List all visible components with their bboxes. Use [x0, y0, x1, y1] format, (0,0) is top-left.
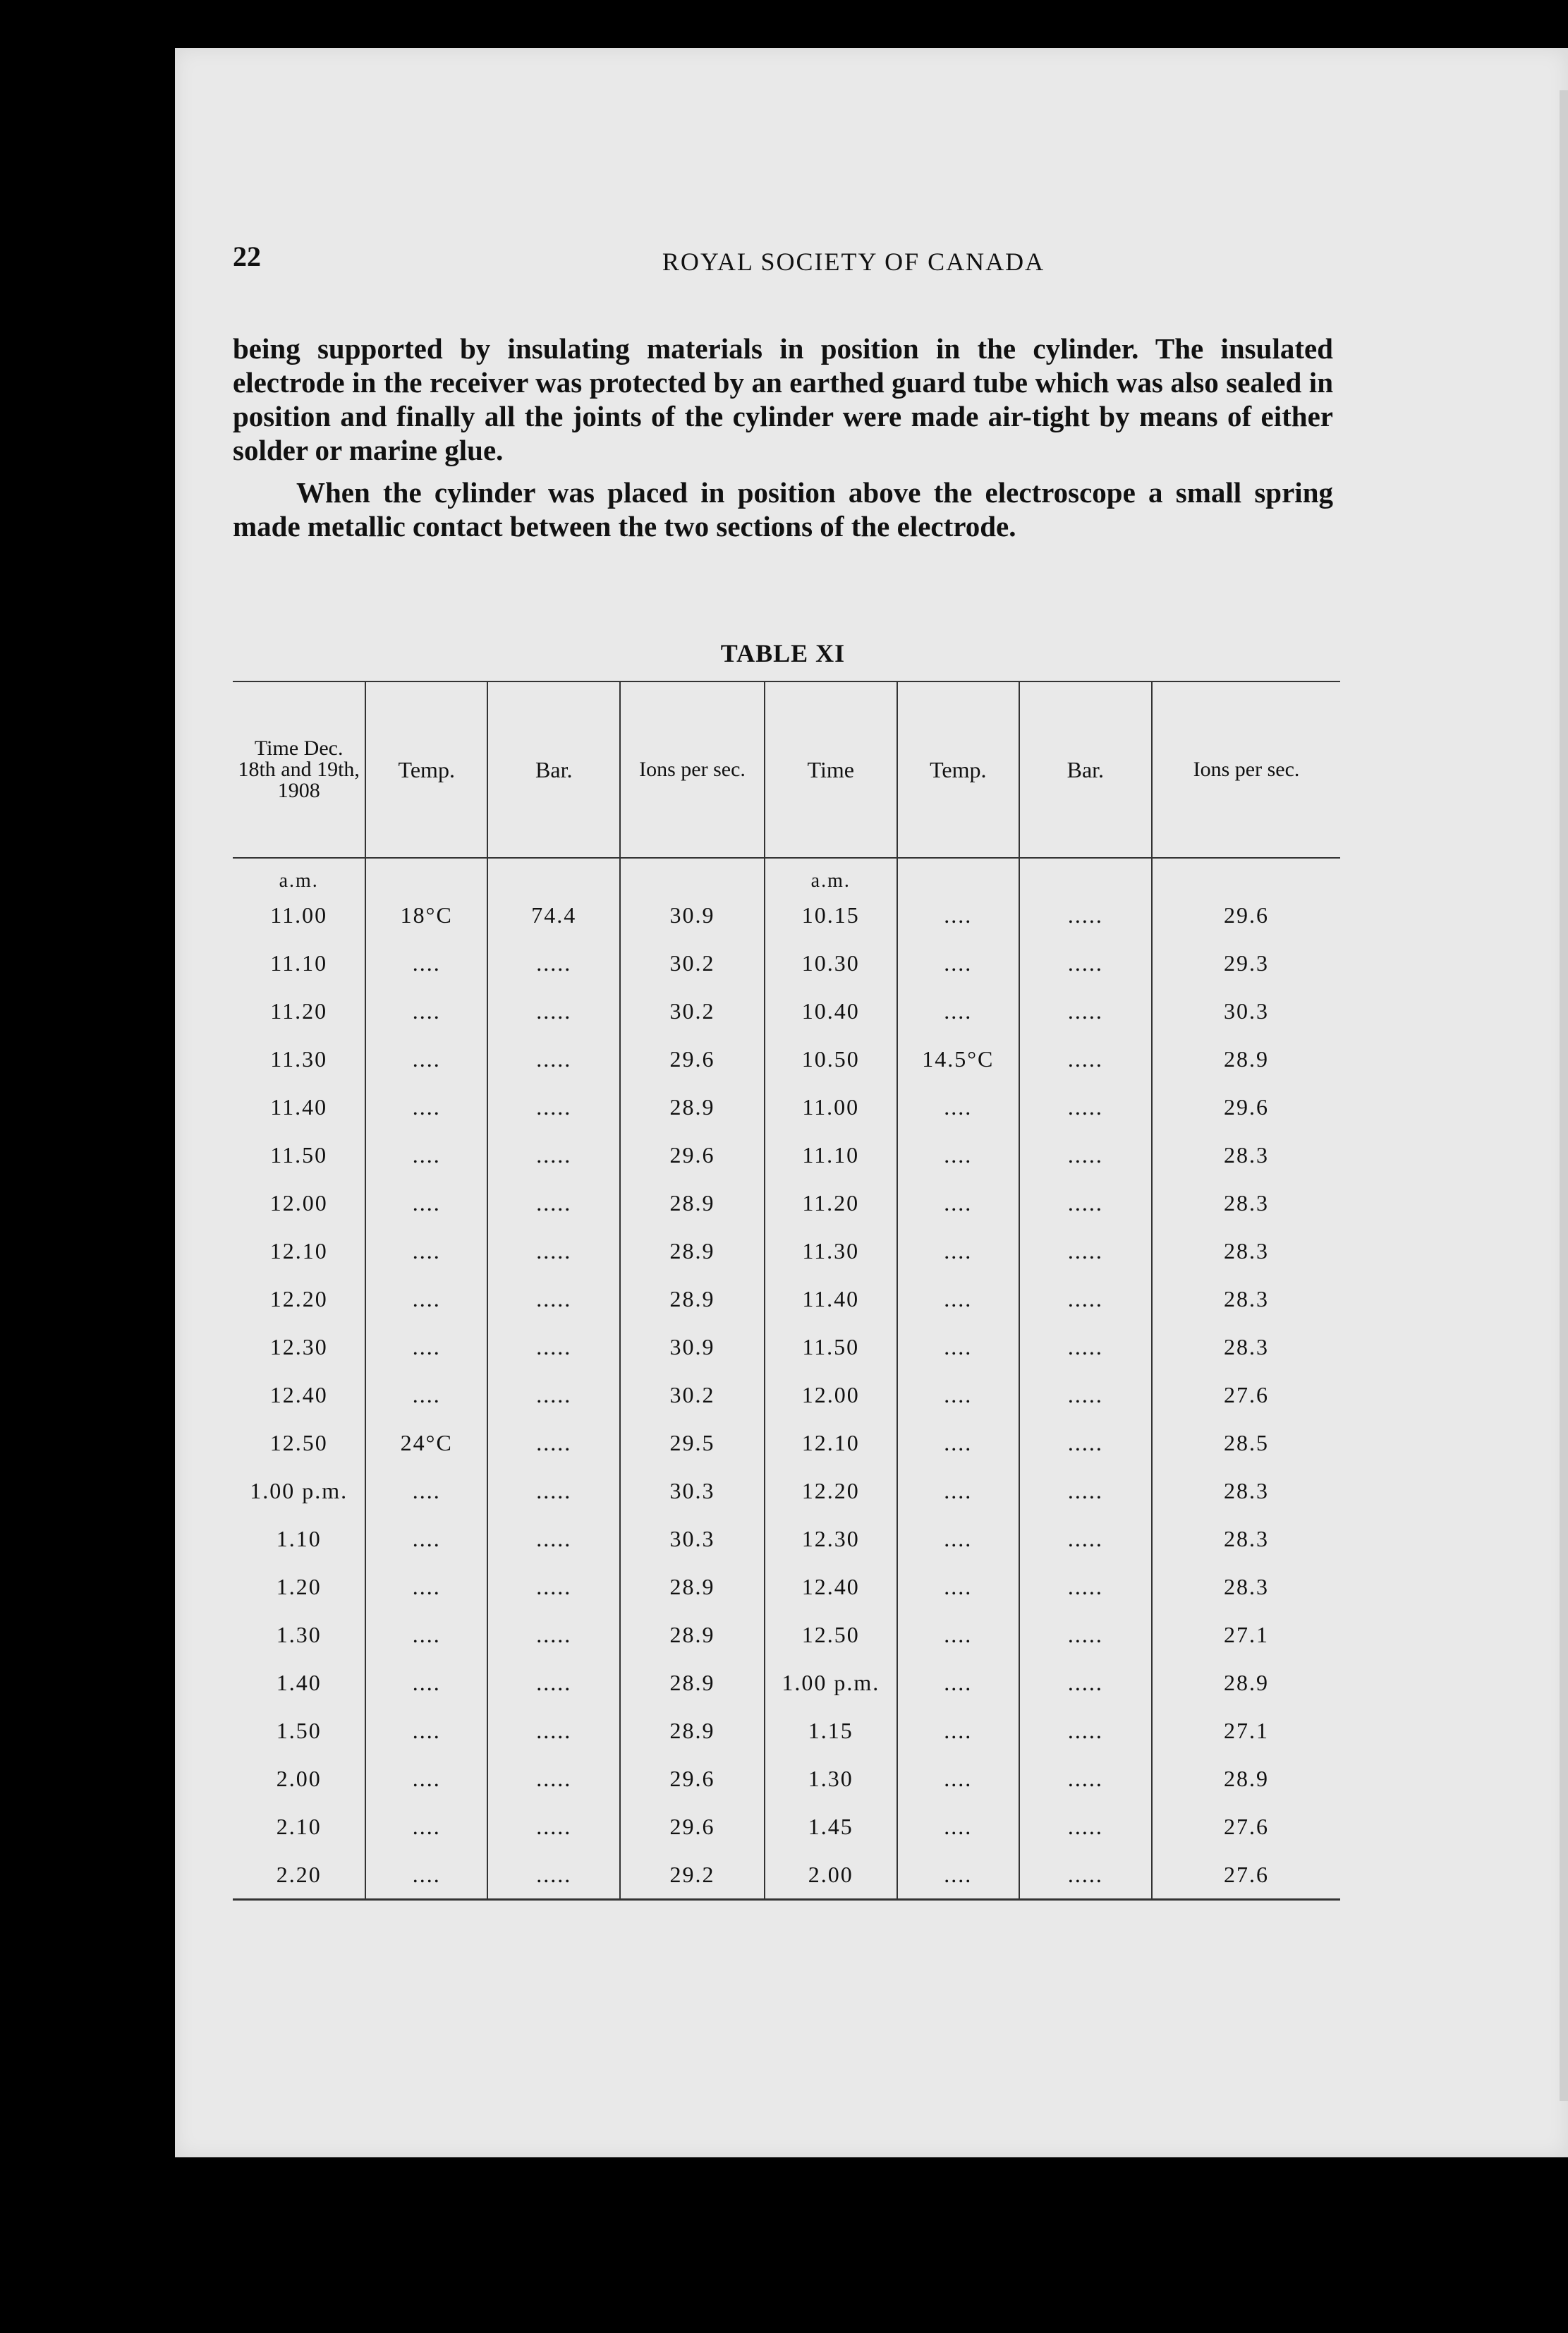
table-row — [233, 1707, 1340, 1755]
header-bar-left: Bar. — [487, 681, 620, 858]
cell-temp-right: .... — [897, 891, 1019, 939]
cell-time-right: 12.10 — [765, 1419, 897, 1467]
cell-bar-right: ..... — [1019, 939, 1152, 987]
cell-ions-right: 30.3 — [1224, 998, 1270, 1024]
cell-bar-right: ..... — [1019, 1419, 1152, 1467]
table-row — [233, 1659, 1340, 1707]
cell-bar-left: ..... — [487, 1659, 620, 1707]
cell-time-right: 12.00 — [765, 1371, 897, 1419]
cell-temp-left: .... — [365, 1323, 487, 1371]
cell-temp-left: .... — [365, 939, 487, 987]
cell-bar-left: ..... — [487, 1035, 620, 1083]
cell-time-right: 1.15 — [765, 1707, 897, 1755]
cell-bar-left: ..... — [487, 1371, 620, 1419]
cell-temp-right: 14.5°C — [897, 1035, 1019, 1083]
cell-bar-right: ..... — [1019, 1083, 1152, 1131]
cell-time-right: 11.30 — [765, 1227, 897, 1275]
cell-temp-left: .... — [365, 1563, 487, 1611]
cell-ions-left: 30.2 — [620, 1371, 764, 1419]
cell-ions-left: 30.2 — [620, 939, 764, 987]
cell-bar-left: ..... — [487, 1707, 620, 1755]
cell-ions-left: 28.9 — [620, 1707, 764, 1755]
cell-temp-right: .... — [897, 1515, 1019, 1563]
cell-time-left: 12.10 — [233, 1227, 365, 1275]
cell-temp-left: 18°C — [365, 891, 487, 939]
cell-temp-right: .... — [897, 1179, 1019, 1227]
cell-ions-left: 29.5 — [620, 1419, 764, 1467]
cell-time-right: 12.20 — [765, 1467, 897, 1515]
cell-temp-right: .... — [897, 1850, 1019, 1900]
cell-time-right: 10.50 — [765, 1035, 897, 1083]
cell-time-left: 11.30 — [233, 1035, 365, 1083]
cell-bar-left: ..... — [487, 1802, 620, 1850]
table-body — [233, 858, 1340, 1900]
cell-temp-right: .... — [897, 1467, 1019, 1515]
cell-temp-left: .... — [365, 1755, 487, 1802]
cell-temp-left: .... — [365, 1227, 487, 1275]
cell-bar-right: ..... — [1019, 1035, 1152, 1083]
cell-temp-left: .... — [365, 1275, 487, 1323]
cell-bar-right: ..... — [1019, 1802, 1152, 1850]
cell-temp-left: .... — [365, 1371, 487, 1419]
cell-time-left: 11.20 — [233, 987, 365, 1035]
cell-time-left: 2.00 — [233, 1755, 365, 1802]
cell-ions-right: 27.6 — [1224, 1813, 1270, 1839]
cell-time-right: 12.50 — [765, 1611, 897, 1659]
cell-temp-right: .... — [897, 1659, 1019, 1707]
cell-bar-right: ..... — [1019, 1275, 1152, 1323]
cell-time-left: 12.20 — [233, 1275, 365, 1323]
cell-time-left: 1.20 — [233, 1563, 365, 1611]
cell-temp-right: .... — [897, 1755, 1019, 1802]
cell-time-right: 1.30 — [765, 1755, 897, 1802]
cell-ions-left: 28.9 — [620, 1275, 764, 1323]
running-head: ROYAL SOCIETY OF CANADA — [662, 248, 1045, 276]
cell-temp-left: .... — [365, 987, 487, 1035]
cell-ions-left: 30.3 — [620, 1515, 764, 1563]
page-number: 22 — [233, 241, 261, 272]
table-row — [233, 1419, 1340, 1467]
table-row — [233, 1755, 1340, 1802]
cell-temp-left: .... — [365, 1802, 487, 1850]
cell-time-right: 11.40 — [765, 1275, 897, 1323]
table-row — [233, 1515, 1340, 1563]
cell-bar-right: ..... — [1019, 1659, 1152, 1707]
table-row — [233, 1563, 1340, 1611]
page-edge — [1560, 90, 1568, 2101]
cell-bar-left: ..... — [487, 987, 620, 1035]
cell-ions-left: 29.6 — [620, 1131, 764, 1179]
cell-bar-right: ..... — [1019, 1179, 1152, 1227]
cell-time-left: 12.00 — [233, 1179, 365, 1227]
cell-bar-right: ..... — [1019, 1467, 1152, 1515]
cell-ions-right: 28.3 — [1224, 1525, 1270, 1551]
cell-bar-left: ..... — [487, 1323, 620, 1371]
cell-time-left: 12.30 — [233, 1323, 365, 1371]
cell-ions-left: 30.9 — [620, 891, 764, 939]
cell-bar-left: ..... — [487, 1755, 620, 1802]
ampm-row — [233, 858, 1340, 891]
cell-ions-right: 28.9 — [1224, 1669, 1270, 1695]
cell-bar-left: ..... — [487, 939, 620, 987]
cell-temp-right: .... — [897, 1275, 1019, 1323]
table-container — [233, 681, 1340, 1944]
header-ions-left: Ions per sec. — [620, 681, 764, 858]
cell-ions-right: 29.3 — [1224, 950, 1270, 976]
paragraph-2: When the cylinder was placed in position above the electroscope a small spring made metallic contact between the two sections of the electrode. — [233, 476, 1333, 543]
table-row — [233, 1323, 1340, 1371]
cell-temp-left: .... — [365, 1515, 487, 1563]
table-row — [233, 1275, 1340, 1323]
body-text — [233, 332, 1333, 552]
cell-ions-right: 28.9 — [1224, 1046, 1270, 1072]
cell-time-right: 11.10 — [765, 1131, 897, 1179]
cell-ions-right: 27.6 — [1152, 1850, 1340, 1900]
cell-bar-left: ..... — [487, 1227, 620, 1275]
cell-temp-right: .... — [897, 1131, 1019, 1179]
paragraph-1: being supported by insulating materials in position in the cylinder. The insulated electrode in the receiver was protected by an earthed guard tube which was also sealed in position and finally all the joints of the cylinder were made air-tight by means of either solder or marine glue. — [233, 332, 1333, 466]
header-temp-left: Temp. — [365, 681, 487, 858]
cell-ions-left: 29.6 — [620, 1755, 764, 1802]
cell-temp-right: .... — [897, 1802, 1019, 1850]
cell-bar-left: ..... — [487, 1275, 620, 1323]
cell-ions-left: 30.2 — [620, 987, 764, 1035]
cell-time-right: 12.40 — [765, 1563, 897, 1611]
cell-ions-right: 28.3 — [1224, 1477, 1270, 1503]
cell-ions-right: 28.5 — [1224, 1429, 1270, 1455]
cell-ions-left: 28.9 — [620, 1227, 764, 1275]
table-row — [233, 1611, 1340, 1659]
table-row — [233, 1467, 1340, 1515]
cell-temp-left: .... — [365, 1611, 487, 1659]
cell-time-left: 11.40 — [233, 1083, 365, 1131]
cell-ions-right: 28.3 — [1224, 1189, 1270, 1216]
cell-temp-right: .... — [897, 1419, 1019, 1467]
cell-bar-left: ..... — [487, 1611, 620, 1659]
cell-temp-left: .... — [365, 1850, 487, 1900]
cell-time-left: 11.00 — [233, 891, 365, 939]
cell-time-left: 12.50 — [233, 1419, 365, 1467]
table-row — [233, 891, 1340, 939]
cell-bar-right: ..... — [1019, 1323, 1152, 1371]
cell-temp-left: .... — [365, 1707, 487, 1755]
cell-bar-left: ..... — [487, 1131, 620, 1179]
cell-ions-right: 28.3 — [1224, 1285, 1270, 1311]
cell-bar-left: ..... — [487, 1419, 620, 1467]
cell-bar-right: ..... — [1019, 1707, 1152, 1755]
table-row — [233, 1850, 1340, 1900]
cell-time-left: 2.20 — [233, 1850, 365, 1900]
cell-ions-right: 28.3 — [1224, 1333, 1270, 1359]
cell-bar-left: ..... — [487, 1467, 620, 1515]
cell-ions-right: 28.3 — [1224, 1141, 1270, 1168]
cell-time-right: 10.15 — [765, 891, 897, 939]
cell-ions-left: 28.9 — [620, 1563, 764, 1611]
cell-time-right: 1.00 p.m. — [765, 1659, 897, 1707]
cell-temp-right: .... — [897, 1707, 1019, 1755]
page-header — [233, 240, 1333, 282]
cell-temp-right: .... — [897, 1563, 1019, 1611]
cell-time-left: 12.40 — [233, 1371, 365, 1419]
cell-ions-right: 28.9 — [1224, 1765, 1270, 1791]
cell-temp-right: .... — [897, 1371, 1019, 1419]
cell-bar-left: ..... — [487, 1083, 620, 1131]
cell-ions-left: 29.6 — [620, 1802, 764, 1850]
cell-bar-right: ..... — [1019, 1371, 1152, 1419]
cell-time-right: 1.45 — [765, 1802, 897, 1850]
cell-ions-right: 29.6 — [1224, 902, 1270, 928]
cell-ions-left: 29.2 — [620, 1850, 764, 1900]
cell-ions-left: 29.6 — [620, 1035, 764, 1083]
cell-ions-left: 30.9 — [620, 1323, 764, 1371]
cell-temp-left: .... — [365, 1179, 487, 1227]
table-row — [233, 987, 1340, 1035]
cell-time-left: 1.40 — [233, 1659, 365, 1707]
ampm-left: a.m. — [233, 858, 365, 891]
header-temp-right: Temp. — [897, 681, 1019, 858]
cell-time-left: 1.10 — [233, 1515, 365, 1563]
cell-time-right: 2.00 — [765, 1850, 897, 1900]
cell-ions-right: 27.1 — [1224, 1621, 1270, 1647]
table-row — [233, 1802, 1340, 1850]
cell-temp-right: .... — [897, 1323, 1019, 1371]
cell-temp-left: .... — [365, 1083, 487, 1131]
cell-bar-right: ..... — [1019, 1227, 1152, 1275]
cell-ions-left: 28.9 — [620, 1659, 764, 1707]
cell-ions-right: 29.6 — [1224, 1093, 1270, 1120]
cell-time-left: 11.50 — [233, 1131, 365, 1179]
cell-bar-left: ..... — [487, 1563, 620, 1611]
cell-bar-left: ..... — [487, 1515, 620, 1563]
cell-ions-left: 28.9 — [620, 1179, 764, 1227]
header-ions-right: Ions per sec. — [1152, 681, 1340, 858]
cell-time-left: 1.00 p.m. — [233, 1467, 365, 1515]
table-header — [233, 681, 1340, 858]
data-table — [233, 681, 1340, 1901]
cell-bar-right: ..... — [1019, 1563, 1152, 1611]
cell-temp-right: .... — [897, 939, 1019, 987]
cell-time-right: 12.30 — [765, 1515, 897, 1563]
table-row — [233, 1131, 1340, 1179]
cell-time-left: 1.50 — [233, 1707, 365, 1755]
cell-time-left: 11.10 — [233, 939, 365, 987]
cell-temp-left: .... — [365, 1659, 487, 1707]
cell-bar-right: ..... — [1019, 1611, 1152, 1659]
cell-temp-left: .... — [365, 1035, 487, 1083]
cell-ions-right: 27.6 — [1224, 1381, 1270, 1407]
cell-time-left: 2.10 — [233, 1802, 365, 1850]
cell-bar-left: 74.4 — [487, 891, 620, 939]
cell-ions-left: 28.9 — [620, 1083, 764, 1131]
cell-time-right: 11.20 — [765, 1179, 897, 1227]
cell-ions-right: 27.1 — [1224, 1717, 1270, 1743]
cell-temp-right: .... — [897, 1227, 1019, 1275]
cell-temp-right: .... — [897, 1083, 1019, 1131]
header-time-right: Time — [765, 681, 897, 858]
cell-ions-right: 28.3 — [1224, 1573, 1270, 1599]
table-row — [233, 1371, 1340, 1419]
cell-bar-right: ..... — [1019, 1755, 1152, 1802]
cell-time-right: 10.30 — [765, 939, 897, 987]
cell-temp-left: 24°C — [365, 1419, 487, 1467]
cell-bar-right: ..... — [1019, 1515, 1152, 1563]
cell-ions-right: 28.3 — [1224, 1237, 1270, 1264]
header-bar-right: Bar. — [1019, 681, 1152, 858]
cell-time-right: 11.50 — [765, 1323, 897, 1371]
cell-bar-right: ..... — [1019, 891, 1152, 939]
cell-bar-left: ..... — [487, 1179, 620, 1227]
table-title: TABLE XI — [720, 639, 846, 667]
cell-bar-right: ..... — [1019, 1131, 1152, 1179]
cell-bar-left: ..... — [487, 1850, 620, 1900]
table-row — [233, 1083, 1340, 1131]
table-row — [233, 1179, 1340, 1227]
header-time-left: Time Dec. 18th and 19th, 1908 — [233, 681, 365, 858]
cell-time-right: 10.40 — [765, 987, 897, 1035]
table-row — [233, 1035, 1340, 1083]
cell-bar-right: ..... — [1019, 1850, 1152, 1900]
cell-ions-left: 28.9 — [620, 1611, 764, 1659]
cell-time-left: 1.30 — [233, 1611, 365, 1659]
ampm-right: a.m. — [765, 858, 897, 891]
table-row — [233, 939, 1340, 987]
cell-temp-right: .... — [897, 987, 1019, 1035]
cell-ions-left: 30.3 — [620, 1467, 764, 1515]
cell-time-right: 11.00 — [765, 1083, 897, 1131]
cell-bar-right: ..... — [1019, 987, 1152, 1035]
cell-temp-left: .... — [365, 1467, 487, 1515]
table-row — [233, 1227, 1340, 1275]
cell-temp-left: .... — [365, 1131, 487, 1179]
cell-temp-right: .... — [897, 1611, 1019, 1659]
